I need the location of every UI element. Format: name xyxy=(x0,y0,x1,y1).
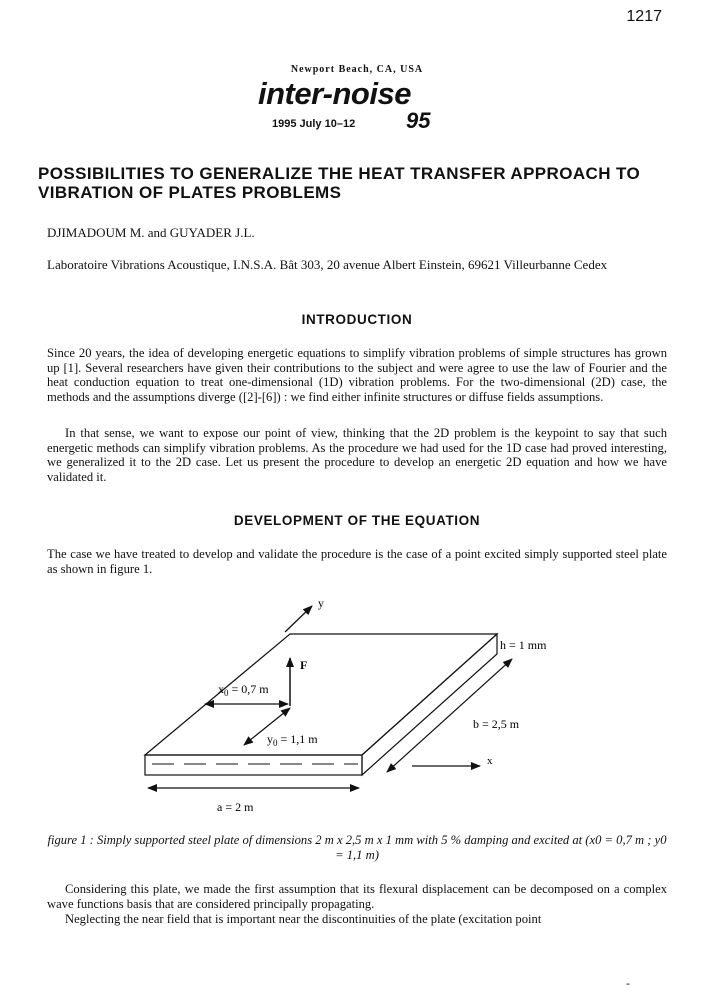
a-label: a = 2 m xyxy=(217,800,254,814)
authors: DJIMADOUM M. and GUYADER J.L. xyxy=(47,225,255,240)
development-paragraph-1: The case we have treated to develop and validate the procedure is the case of a point excited simply supported steel plate as shown in figure 1. xyxy=(47,547,667,576)
figure-caption: figure 1 : Simply supported steel plate of dimensions 2 m x 2,5 m x 1 mm with 5 % damping and excited at (x0 = 0,7 m ; y0 = 1,1 m) xyxy=(47,833,667,862)
affiliation: Laboratoire Vibrations Acoustique, I.N.S.A. Bât 303, 20 avenue Albert Einstein, 69621 Villeurbanne Cedex xyxy=(47,257,608,272)
plate-side-face xyxy=(362,634,497,775)
y-axis-label: y xyxy=(318,596,324,610)
x0-subscript: 0 xyxy=(224,688,229,698)
development-paragraph-2: Considering this plate, we made the first assumption that its flexural displacement can be decomposed on a complex wave functions basis that are considered principally propagating. xyxy=(47,882,667,911)
y0-value: = 1,1 m xyxy=(277,732,318,746)
plate-figure xyxy=(140,592,580,822)
plate-front-face xyxy=(145,755,362,775)
x0-symbol: x xyxy=(218,682,224,696)
footer-mark: - xyxy=(626,976,630,990)
force-label: F xyxy=(300,658,308,672)
intro-paragraph-1: Since 20 years, the idea of developing energetic equations to simplify vibration problems of simple structures has grown up [1]. Several researchers have given their contributions to the subject and were agree to use the law of Fourier and the heat conduction equation to treat one-dimensional (1D) vibration problems. For the two-dimensional (2D) case, the methods and the assumptions diverge ([2]-[6]) : we find either infinite structures or diffuse fields assumptions. xyxy=(47,346,667,404)
intro-paragraph-2: In that sense, we want to expose our point of view, thinking that the 2D problem is the keypoint to say that such energetic methods can simplify vibration problems. As the procedure we had used for the 1D case had proved interesting, we generalized it to the 2D case. Let us present the procedure to develop an energetic 2D equation and how we have validated it. xyxy=(47,426,667,484)
plate-top-face xyxy=(145,634,497,755)
x-axis-label: x xyxy=(487,755,493,767)
section-heading-introduction: INTRODUCTION xyxy=(301,312,413,327)
y0-subscript: 0 xyxy=(273,738,278,748)
b-label: b = 2,5 m xyxy=(473,717,520,731)
development-paragraph-3: Neglecting the near field that is important near the discontinuities of the plate (excitation point xyxy=(65,912,542,926)
conference-logo: inter-noise xyxy=(258,76,411,111)
x0-value: = 0,7 m xyxy=(228,682,269,696)
h-label: h = 1 mm xyxy=(500,638,547,652)
page-number: 1217 xyxy=(626,8,662,25)
conference-location: Newport Beach, CA, USA xyxy=(290,64,424,75)
conference-date: 1995 July 10–12 xyxy=(272,118,356,130)
conference-year: 95 xyxy=(406,108,431,133)
section-heading-development: DEVELOPMENT OF THE EQUATION xyxy=(233,513,481,528)
y0-label xyxy=(267,732,318,748)
paper-title: POSSIBILITIES TO GENERALIZE THE HEAT TRANSFER APPROACH TO VIBRATION OF PLATES PROBLEMS xyxy=(38,164,641,202)
x0-label xyxy=(218,682,269,698)
y0-symbol: y xyxy=(267,732,273,746)
y-axis-arrow xyxy=(285,606,312,632)
